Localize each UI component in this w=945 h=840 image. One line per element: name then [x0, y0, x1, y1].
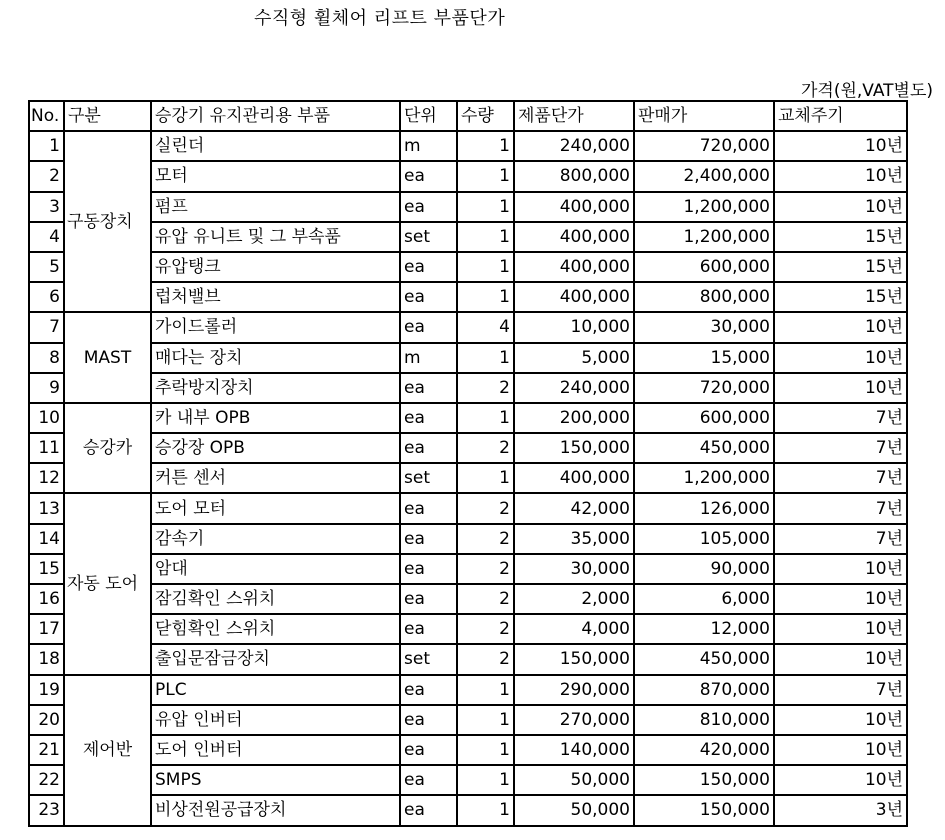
table-row [29, 463, 907, 493]
row-no: 3 [29, 192, 64, 222]
row-no: 7 [29, 312, 64, 342]
sale-price-cell: 720,000 [634, 373, 774, 403]
part-name: 승강장 OPB [151, 433, 400, 463]
unit-cell: ea [400, 282, 457, 312]
group-cell: MAST [64, 312, 151, 403]
unit-price-cell: 240,000 [514, 131, 634, 161]
cycle-cell: 10년 [774, 373, 907, 403]
qty-cell: 1 [457, 463, 514, 493]
qty-cell: 1 [457, 403, 514, 433]
sale-price-cell: 90,000 [634, 554, 774, 584]
cycle-cell: 7년 [774, 524, 907, 554]
cycle-cell: 3년 [774, 795, 907, 825]
row-no: 23 [29, 795, 64, 825]
table-row [29, 614, 907, 644]
unit-price-cell: 50,000 [514, 795, 634, 825]
sale-price-cell: 6,000 [634, 584, 774, 614]
sale-price-cell: 600,000 [634, 403, 774, 433]
part-name: 도어 인버터 [151, 735, 400, 765]
unit-price-cell: 150,000 [514, 644, 634, 674]
cycle-cell: 10년 [774, 614, 907, 644]
unit-cell: ea [400, 554, 457, 584]
unit-price-cell: 10,000 [514, 312, 634, 342]
sale-price-cell: 870,000 [634, 675, 774, 705]
qty-cell: 2 [457, 373, 514, 403]
unit-cell: ea [400, 524, 457, 554]
table-header-row [29, 101, 907, 131]
table-row [29, 493, 907, 523]
unit-price-cell: 50,000 [514, 765, 634, 795]
qty-cell: 4 [457, 312, 514, 342]
unit-price-cell: 400,000 [514, 463, 634, 493]
group-cell: 제어반 [64, 675, 151, 826]
table-row [29, 161, 907, 191]
unit-cell: ea [400, 705, 457, 735]
unit-cell: ea [400, 192, 457, 222]
table-row [29, 644, 907, 674]
cycle-cell: 7년 [774, 675, 907, 705]
part-name: 실린더 [151, 131, 400, 161]
unit-cell: ea [400, 795, 457, 825]
header-sale-price: 판매가 [634, 101, 774, 131]
unit-price-cell: 290,000 [514, 675, 634, 705]
unit-cell: ea [400, 252, 457, 282]
qty-cell: 1 [457, 675, 514, 705]
cycle-cell: 15년 [774, 282, 907, 312]
row-no: 22 [29, 765, 64, 795]
part-name: 가이드롤러 [151, 312, 400, 342]
row-no: 8 [29, 343, 64, 373]
table-row [29, 765, 907, 795]
row-no: 6 [29, 282, 64, 312]
sale-price-cell: 2,400,000 [634, 161, 774, 191]
cycle-cell: 7년 [774, 463, 907, 493]
part-name: SMPS [151, 765, 400, 795]
table-row [29, 312, 907, 342]
part-name: 닫힘확인 스위치 [151, 614, 400, 644]
qty-cell: 2 [457, 554, 514, 584]
table-row [29, 252, 907, 282]
qty-cell: 1 [457, 343, 514, 373]
table-row [29, 433, 907, 463]
part-name: 잠김확인 스위치 [151, 584, 400, 614]
unit-price-cell: 30,000 [514, 554, 634, 584]
unit-price-cell: 270,000 [514, 705, 634, 735]
qty-cell: 2 [457, 493, 514, 523]
part-name: 커튼 센서 [151, 463, 400, 493]
sale-price-cell: 30,000 [634, 312, 774, 342]
part-name: 모터 [151, 161, 400, 191]
table-row [29, 675, 907, 705]
unit-cell: ea [400, 161, 457, 191]
unit-price-cell: 800,000 [514, 161, 634, 191]
qty-cell: 1 [457, 282, 514, 312]
table-row [29, 403, 907, 433]
group-cell: 자동 도어 [64, 493, 151, 674]
qty-cell: 1 [457, 222, 514, 252]
qty-cell: 1 [457, 735, 514, 765]
part-name: 매다는 장치 [151, 343, 400, 373]
sale-price-cell: 126,000 [634, 493, 774, 523]
row-no: 11 [29, 433, 64, 463]
qty-cell: 1 [457, 131, 514, 161]
table-row [29, 343, 907, 373]
part-name: 비상전원공급장치 [151, 795, 400, 825]
sale-price-cell: 600,000 [634, 252, 774, 282]
unit-cell: ea [400, 493, 457, 523]
table-row [29, 192, 907, 222]
table-row [29, 554, 907, 584]
qty-cell: 1 [457, 252, 514, 282]
table-row [29, 524, 907, 554]
row-no: 18 [29, 644, 64, 674]
cycle-cell: 15년 [774, 252, 907, 282]
header-unit: 단위 [400, 101, 457, 131]
cycle-cell: 10년 [774, 161, 907, 191]
unit-price-cell: 400,000 [514, 222, 634, 252]
cycle-cell: 10년 [774, 554, 907, 584]
sale-price-cell: 15,000 [634, 343, 774, 373]
row-no: 15 [29, 554, 64, 584]
qty-cell: 1 [457, 765, 514, 795]
unit-price-cell: 5,000 [514, 343, 634, 373]
sale-price-cell: 420,000 [634, 735, 774, 765]
cycle-cell: 10년 [774, 735, 907, 765]
unit-price-cell: 400,000 [514, 252, 634, 282]
part-name: PLC [151, 675, 400, 705]
unit-cell: set [400, 222, 457, 252]
row-no: 9 [29, 373, 64, 403]
unit-cell: ea [400, 584, 457, 614]
header-qty: 수량 [457, 101, 514, 131]
unit-price-cell: 140,000 [514, 735, 634, 765]
unit-cell: ea [400, 312, 457, 342]
sale-price-cell: 105,000 [634, 524, 774, 554]
part-name: 럽처밸브 [151, 282, 400, 312]
unit-price-cell: 42,000 [514, 493, 634, 523]
sale-price-cell: 12,000 [634, 614, 774, 644]
table-row [29, 282, 907, 312]
part-name: 유압탱크 [151, 252, 400, 282]
price-unit-note: 가격(원,VAT별도) [800, 81, 933, 101]
table-row [29, 735, 907, 765]
document-title: 수직형 휠체어 리프트 부품단가 [254, 8, 506, 29]
sale-price-cell: 720,000 [634, 131, 774, 161]
cycle-cell: 10년 [774, 192, 907, 222]
sale-price-cell: 800,000 [634, 282, 774, 312]
row-no: 16 [29, 584, 64, 614]
part-name: 추락방지장치 [151, 373, 400, 403]
unit-cell: ea [400, 735, 457, 765]
part-name: 펌프 [151, 192, 400, 222]
qty-cell: 2 [457, 433, 514, 463]
unit-price-cell: 240,000 [514, 373, 634, 403]
qty-cell: 2 [457, 584, 514, 614]
table-row [29, 222, 907, 252]
qty-cell: 2 [457, 644, 514, 674]
unit-cell: set [400, 644, 457, 674]
table-row [29, 373, 907, 403]
cycle-cell: 10년 [774, 131, 907, 161]
table-row [29, 705, 907, 735]
sale-price-cell: 150,000 [634, 795, 774, 825]
cycle-cell: 15년 [774, 222, 907, 252]
row-no: 19 [29, 675, 64, 705]
row-no: 2 [29, 161, 64, 191]
unit-price-cell: 4,000 [514, 614, 634, 644]
part-name: 도어 모터 [151, 493, 400, 523]
part-name: 감속기 [151, 524, 400, 554]
part-name: 유압 인버터 [151, 705, 400, 735]
row-no: 21 [29, 735, 64, 765]
header-group: 구분 [64, 101, 151, 131]
qty-cell: 1 [457, 192, 514, 222]
cycle-cell: 10년 [774, 584, 907, 614]
cycle-cell: 10년 [774, 343, 907, 373]
qty-cell: 2 [457, 524, 514, 554]
unit-cell: ea [400, 403, 457, 433]
table-row [29, 131, 907, 161]
unit-price-cell: 400,000 [514, 282, 634, 312]
part-name: 유압 유니트 및 그 부속품 [151, 222, 400, 252]
qty-cell: 1 [457, 705, 514, 735]
row-no: 17 [29, 614, 64, 644]
row-no: 20 [29, 705, 64, 735]
row-no: 14 [29, 524, 64, 554]
unit-price-cell: 150,000 [514, 433, 634, 463]
row-no: 1 [29, 131, 64, 161]
row-no: 12 [29, 463, 64, 493]
qty-cell: 1 [457, 795, 514, 825]
cycle-cell: 7년 [774, 493, 907, 523]
sale-price-cell: 1,200,000 [634, 222, 774, 252]
cycle-cell: 10년 [774, 765, 907, 795]
table-row [29, 795, 907, 825]
sale-price-cell: 810,000 [634, 705, 774, 735]
part-name: 암대 [151, 554, 400, 584]
qty-cell: 1 [457, 161, 514, 191]
cycle-cell: 7년 [774, 403, 907, 433]
row-no: 13 [29, 493, 64, 523]
unit-cell: m [400, 131, 457, 161]
cycle-cell: 10년 [774, 312, 907, 342]
group-cell: 승강카 [64, 403, 151, 494]
sale-price-cell: 450,000 [634, 644, 774, 674]
parts-price-table [28, 100, 908, 827]
table-row [29, 584, 907, 614]
cycle-cell: 7년 [774, 433, 907, 463]
sale-price-cell: 1,200,000 [634, 192, 774, 222]
row-no: 10 [29, 403, 64, 433]
unit-cell: ea [400, 373, 457, 403]
header-unit-price: 제품단가 [514, 101, 634, 131]
unit-price-cell: 35,000 [514, 524, 634, 554]
header-cycle: 교체주기 [774, 101, 907, 131]
unit-price-cell: 200,000 [514, 403, 634, 433]
sale-price-cell: 450,000 [634, 433, 774, 463]
row-no: 4 [29, 222, 64, 252]
sale-price-cell: 150,000 [634, 765, 774, 795]
cycle-cell: 10년 [774, 644, 907, 674]
header-no: No. [29, 101, 64, 131]
unit-price-cell: 2,000 [514, 584, 634, 614]
part-name: 출입문잠금장치 [151, 644, 400, 674]
unit-cell: set [400, 463, 457, 493]
qty-cell: 2 [457, 614, 514, 644]
unit-cell: ea [400, 614, 457, 644]
part-name: 카 내부 OPB [151, 403, 400, 433]
group-cell: 구동장치 [64, 131, 151, 312]
unit-cell: ea [400, 765, 457, 795]
header-part: 승강기 유지관리용 부품 [151, 101, 400, 131]
unit-cell: ea [400, 675, 457, 705]
unit-cell: ea [400, 433, 457, 463]
cycle-cell: 10년 [774, 705, 907, 735]
unit-price-cell: 400,000 [514, 192, 634, 222]
sale-price-cell: 1,200,000 [634, 463, 774, 493]
unit-cell: m [400, 343, 457, 373]
row-no: 5 [29, 252, 64, 282]
